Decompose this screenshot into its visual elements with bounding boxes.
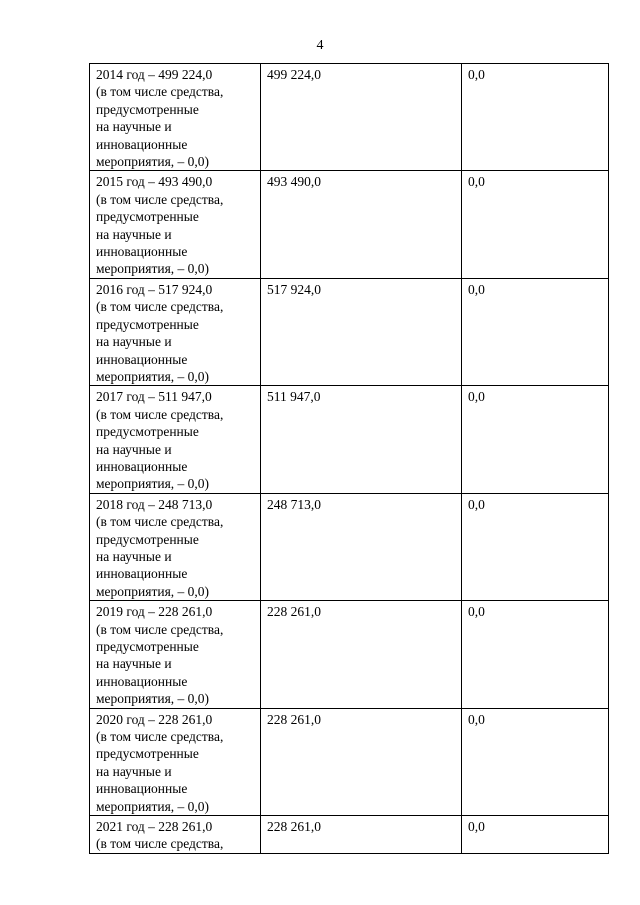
note-line: (в том числе средства, — [96, 84, 224, 100]
year-cell — [90, 64, 261, 171]
note-line: предусмотренные — [96, 531, 199, 547]
note-line: инновационные — [96, 566, 188, 582]
year-cell — [90, 386, 261, 493]
note-line: инновационные — [96, 781, 188, 797]
note-line: (в том числе средства, — [96, 514, 224, 530]
year-cell — [90, 601, 261, 708]
year-amount: 2017 год – 511 947,0 — [96, 389, 212, 405]
table-row — [90, 64, 609, 171]
other-cell: 0,0 — [462, 493, 609, 600]
other-cell: 0,0 — [462, 64, 609, 171]
note-line: предусмотренные — [96, 424, 199, 440]
year-amount: 2019 год – 228 261,0 — [96, 604, 213, 620]
table-row — [90, 493, 609, 600]
note-line: мероприятия, – 0,0) — [96, 154, 210, 170]
note-line: на научные и — [96, 548, 172, 564]
note-line: на научные и — [96, 119, 172, 135]
note-line: предусмотренные — [96, 209, 199, 225]
total-cell: 511 947,0 — [261, 386, 462, 493]
note-line: мероприятия, – 0,0) — [96, 798, 210, 814]
note-line: мероприятия, – 0,0) — [96, 583, 210, 599]
total-cell: 228 261,0 — [261, 708, 462, 815]
year-cell — [90, 171, 261, 278]
total-cell: 499 224,0 — [261, 64, 462, 171]
note-line: мероприятия, – 0,0) — [96, 476, 210, 492]
note-line: (в том числе средства, — [96, 836, 224, 852]
note-line: предусмотренные — [96, 101, 199, 117]
note-line: на научные и — [96, 226, 172, 242]
note-line: инновационные — [96, 673, 188, 689]
note-line: на научные и — [96, 763, 172, 779]
funding-table — [89, 63, 609, 854]
note-line: предусмотренные — [96, 639, 199, 654]
year-amount: 2020 год – 228 261,0 — [96, 711, 213, 727]
total-cell: 517 924,0 — [261, 278, 462, 385]
table-row — [90, 708, 609, 815]
note-line: мероприятия, – 0,0) — [96, 261, 210, 277]
other-cell: 0,0 — [462, 386, 609, 493]
note-line: (в том числе средства, — [96, 299, 224, 315]
note-line: (в том числе средства, — [96, 191, 224, 207]
note-line: предусмотренные — [96, 746, 199, 762]
note-line: инновационные — [96, 136, 188, 152]
note-line: на научные и — [96, 656, 172, 672]
total-cell: 228 261,0 — [261, 601, 462, 708]
other-cell: 0,0 — [462, 816, 609, 854]
note-line: предусмотренные — [96, 316, 199, 332]
other-cell: 0,0 — [462, 278, 609, 385]
year-cell — [90, 493, 261, 600]
year-amount: 2016 год – 517 924,0 — [96, 281, 213, 297]
year-cell — [90, 278, 261, 385]
total-cell: 493 490,0 — [261, 171, 462, 278]
note-line: мероприятия, – 0,0) — [96, 368, 210, 384]
other-cell: 0,0 — [462, 171, 609, 278]
table-row — [90, 278, 609, 385]
year-amount: 2018 год – 248 713,0 — [96, 496, 213, 512]
note-line: (в том числе средства, — [96, 729, 224, 745]
year-amount: 2015 год – 493 490,0 — [96, 174, 213, 190]
table-row — [90, 601, 609, 708]
year-cell — [90, 816, 261, 854]
note-line: мероприятия, – 0,0) — [96, 691, 210, 707]
note-line: инновационные — [96, 244, 188, 260]
year-amount: 2021 год – 228 261,0 — [96, 819, 213, 835]
year-cell — [90, 708, 261, 815]
table-row — [90, 171, 609, 278]
note-line: (в том числе средства, — [96, 621, 224, 637]
note-line: инновационные — [96, 458, 188, 474]
table-row — [90, 386, 609, 493]
page-number: 4 — [316, 38, 324, 53]
other-cell: 0,0 — [462, 708, 609, 815]
total-cell: 248 713,0 — [261, 493, 462, 600]
note-line: (в том числе средства, — [96, 406, 224, 422]
table-row — [90, 816, 609, 854]
note-line: на научные и — [96, 334, 172, 350]
year-amount: 2014 год – 499 224,0 — [96, 67, 213, 82]
note-line: на научные и — [96, 441, 172, 457]
note-line: инновационные — [96, 351, 188, 367]
total-cell: 228 261,0 — [261, 816, 462, 854]
other-cell: 0,0 — [462, 601, 609, 708]
